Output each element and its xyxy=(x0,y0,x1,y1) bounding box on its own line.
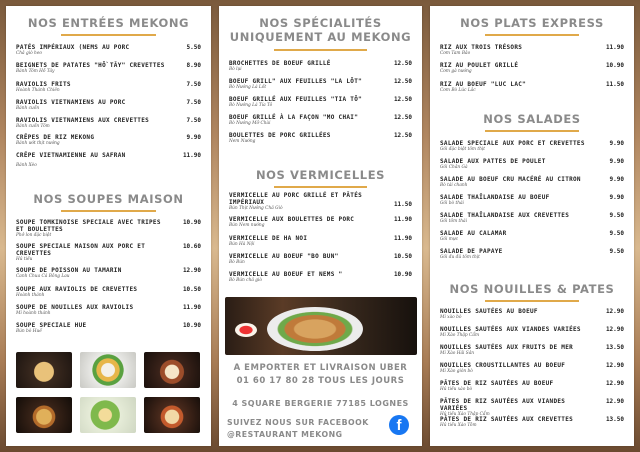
menu-item: PÂTES DE RIZ SAUTÉES AUX CREVETTES 13.50 Hủ tiếu Xào Tôm xyxy=(440,416,624,428)
menu-item: SALADE AU CALAMAR 9.50 Gỏi mực xyxy=(440,230,624,242)
price: 12.50 xyxy=(393,60,412,67)
facebook-handle: @RESTAURANT MEKONG xyxy=(227,430,343,439)
facebook-follow: SUIVEZ NOUS SUR FACEBOOK xyxy=(227,418,369,427)
price: 10.50 xyxy=(393,253,412,260)
price: 10.90 xyxy=(393,271,412,278)
section-title-express: NOS PLATS EXPRESS xyxy=(460,16,604,30)
menu-item: RIZ AU BOEUF "LUC LAC" 11.50 Cơm Bò Lúc Lắc xyxy=(440,81,624,93)
pho-photo xyxy=(225,297,417,355)
section-title-soupes: NOS SOUPES MAISON xyxy=(33,192,184,206)
menu-item: BEIGNETS DE PATATES "HỒ TÂY" CREVETTES 8.90 Bánh Tôm Hồ Tây xyxy=(16,62,201,74)
address: 4 SQUARE BERGERIE 77185 LOGNES xyxy=(232,399,409,408)
phone-hours: 01 60 17 80 28 TOUS LES JOURS xyxy=(236,376,405,386)
section-title-specialites: NOS SPÉCIALITÉS UNIQUEMENT AU MEKONG xyxy=(229,16,412,44)
price: 11.90 xyxy=(182,152,201,159)
section-title-entrees: NOS ENTRÉES MEKONG xyxy=(27,16,190,30)
title-underline xyxy=(485,130,579,132)
menu-item: RIZ AU POULET GRILLÉ 10.90 Cơm gà nướng xyxy=(440,62,624,74)
menu-item: NOUILLES SAUTÉES AUX VIANDES VARIÉES 12.90 Mì Xào Thập Cẩm xyxy=(440,326,624,338)
title-underline xyxy=(61,34,156,36)
price: 9.50 xyxy=(609,212,624,219)
price: 11.90 xyxy=(182,304,201,311)
menu-item: VERMICELLE AUX BOULETTES DE PORC 11.90 Bún Nem nướng xyxy=(229,216,412,228)
menu-item: SALADE THAÏLANDAISE AUX CREVETTES 9.50 Gỏi tôm thái xyxy=(440,212,624,224)
price: 9.90 xyxy=(609,140,624,147)
menu-item: RAVIOLIS VIETNAMIENS AUX CREVETTES 7.50 Bánh cuốn Tôm xyxy=(16,117,201,129)
menu-item: NOUILLES CROUSTILLANTES AU BOEUF 12.90 Mì Xào giòn bò xyxy=(440,362,624,374)
section-title-salades: NOS SALADES xyxy=(483,112,581,126)
menu-item: SOUPE SPECIALE MAISON AUX PORC ET CREVETTES 10.60 Hủ tiếu xyxy=(16,243,201,262)
menu-item: RAVIOLIS VIETNAMIENS AU PORC 7.50 Bánh cuốn xyxy=(16,99,201,111)
price: 11.90 xyxy=(605,44,624,51)
price: 9.90 xyxy=(609,158,624,165)
menu-item: NOUILLES SAUTÉES AU BOEUF 12.90 Mì xào bò xyxy=(440,308,624,320)
price: 9.90 xyxy=(609,194,624,201)
title-underline xyxy=(274,49,367,51)
price: 12.50 xyxy=(393,78,412,85)
panel-right xyxy=(430,6,634,446)
price: 12.90 xyxy=(605,380,624,387)
food-photo xyxy=(16,397,72,433)
price: 10.90 xyxy=(182,322,201,329)
menu-item: CRÊPES DE RIZ MEKONG 9.90 Bánh ướt thịt nướng xyxy=(16,134,201,146)
price: 11.50 xyxy=(605,81,624,88)
menu-item: SOUPE AUX RAVIOLIS DE CREVETTES 10.50 Hoành thánh xyxy=(16,286,201,298)
price: 12.90 xyxy=(605,398,624,405)
price: 7.50 xyxy=(186,117,201,124)
menu-item: PÂTES DE RIZ SAUTÉES AUX VIANDES VARIÉES 12.90 Hủ tiếu Xào Thập Cẩm xyxy=(440,398,624,417)
price: 10.90 xyxy=(605,62,624,69)
price: 12.90 xyxy=(605,362,624,369)
menu-item: SALADE AUX PATTES DE POULET 9.90 Gỏi Chân Gà xyxy=(440,158,624,170)
price: 12.50 xyxy=(393,132,412,139)
panel-middle xyxy=(219,6,422,446)
menu-item: VERMICELLE AU BOEUF ET NEMS " 10.90 Bò Bún chả giò xyxy=(229,271,412,283)
menu-item: BOEUF GRILLÉ À LA FAÇON "MO CHAI" 12.50 Bò Nướng Mỡ Chài xyxy=(229,114,412,126)
title-underline xyxy=(274,186,367,188)
section-title-vermicelles: NOS VERMICELLES xyxy=(255,168,386,182)
takeaway-info: A EMPORTER ET LIVRAISON UBER xyxy=(233,363,408,373)
price: 12.90 xyxy=(182,267,201,274)
menu-item: RAVIOLIS FRITS 7.50 Hoành Thánh Chiên xyxy=(16,81,201,93)
title-underline xyxy=(61,210,156,212)
price: 10.60 xyxy=(182,243,201,250)
price: 12.50 xyxy=(393,96,412,103)
panel-left xyxy=(6,6,211,446)
menu-item: VERMICELLE AU BOEUF "BO BUN" 10.50 Bò Bún xyxy=(229,253,412,265)
food-photo xyxy=(144,352,200,388)
price: 12.90 xyxy=(605,326,624,333)
price: 5.50 xyxy=(186,44,201,51)
section-title-nouilles: NOS NOUILLES & PATES xyxy=(449,282,615,296)
menu-item: VERMICELLE AU PORC GRILLÉ ET PÂTÉS IMPÉRIAUX 11.50 Bún Thịt Nướng Chả Giò xyxy=(229,192,412,211)
price: 10.90 xyxy=(182,219,201,226)
price: 7.50 xyxy=(186,99,201,106)
menu-item: BOULETTES DE PORC GRILLÉES 12.50 Nem Nướng xyxy=(229,132,412,144)
menu-item: PATÉS IMPÉRIAUX (NEMS AU PORC 5.50 Chả giò heo xyxy=(16,44,201,56)
menu-item: BROCHETTES DE BOEUF GRILLÉ 12.50 Bò lụi xyxy=(229,60,412,72)
price: 11.50 xyxy=(393,201,412,208)
food-photo xyxy=(80,397,136,433)
menu-item: CRÊPE VIETNAMIENNE AU SAFRAN 11.90 Bánh Xèo xyxy=(16,152,201,168)
price: 7.50 xyxy=(186,81,201,88)
price: 9.50 xyxy=(609,230,624,237)
price: 11.90 xyxy=(393,235,412,242)
price: 12.90 xyxy=(605,308,624,315)
price: 9.90 xyxy=(186,134,201,141)
menu-item: SOUPE SPECIALE HUE 10.90 Bún bò Huế xyxy=(16,322,201,334)
menu-item: NOUILLES SAUTÉES AUX FRUITS DE MER 13.50 Mì Xào Hải Sản xyxy=(440,344,624,356)
menu-item: BOEUF GRILL" AUX FEUILLES "LA LÔT" 12.50 Bò Nướng Lá Lốt xyxy=(229,78,412,90)
price: 13.50 xyxy=(605,416,624,423)
price: 12.50 xyxy=(393,114,412,121)
price: 11.90 xyxy=(393,216,412,223)
facebook-icon[interactable]: f xyxy=(389,415,409,435)
menu-item: BOEUF GRILLÉ AUX FEUILLES "TIA TÔ" 12.50 Bò Nướng Lá Tía Tô xyxy=(229,96,412,108)
price: 13.50 xyxy=(605,344,624,351)
price: 9.50 xyxy=(609,248,624,255)
menu-item: SALADE THAÏLANDAISE AU BOEUF 9.90 Gỏi bò thái xyxy=(440,194,624,206)
price: 10.50 xyxy=(182,286,201,293)
menu-item: PÂTES DE RIZ SAUTÉES AU BOEUF 12.90 Hủ tiếu xào bò xyxy=(440,380,624,392)
title-underline xyxy=(485,34,579,36)
menu-item: SOUPE TOMKINOISE SPECIALE AVEC TRIPES ET BOULETTES 10.90 Phở lon đặc biệt xyxy=(16,219,201,238)
food-photo xyxy=(144,397,200,433)
menu-item: SOUPE DE NOUILLES AUX RAVIOLIS 11.90 Mì hoành thánh xyxy=(16,304,201,316)
menu-item: SALADE AU BOEUF CRU MACÉRÉ AU CITRON 9.90 Bò tái chanh xyxy=(440,176,624,188)
bowl-shape xyxy=(267,307,363,351)
food-photo xyxy=(16,352,72,388)
price: 8.90 xyxy=(186,62,201,69)
menu-item: SOUPE DE POISSON AU TAMARIN 12.90 Canh Chua Cá Bông Lau xyxy=(16,267,201,279)
menu-item: SALADE DE PAPAYE 9.50 Gỏi đu đủ tôm thịt xyxy=(440,248,624,260)
menu-item: VERMICELLE DE HA NOI 11.90 Bún Hà Nội xyxy=(229,235,412,247)
menu-item: SALADE SPECIALE AUX PORC ET CREVETTES 9.90 Gỏi đặc biệt tôm thịt xyxy=(440,140,624,152)
chili-dish-shape xyxy=(235,323,257,337)
food-photo xyxy=(80,352,136,388)
menu-item: RIZ AUX TROIS TRÉSORS 11.90 Cơm Tam Bảo xyxy=(440,44,624,56)
title-underline xyxy=(485,300,579,302)
price: 9.90 xyxy=(609,176,624,183)
